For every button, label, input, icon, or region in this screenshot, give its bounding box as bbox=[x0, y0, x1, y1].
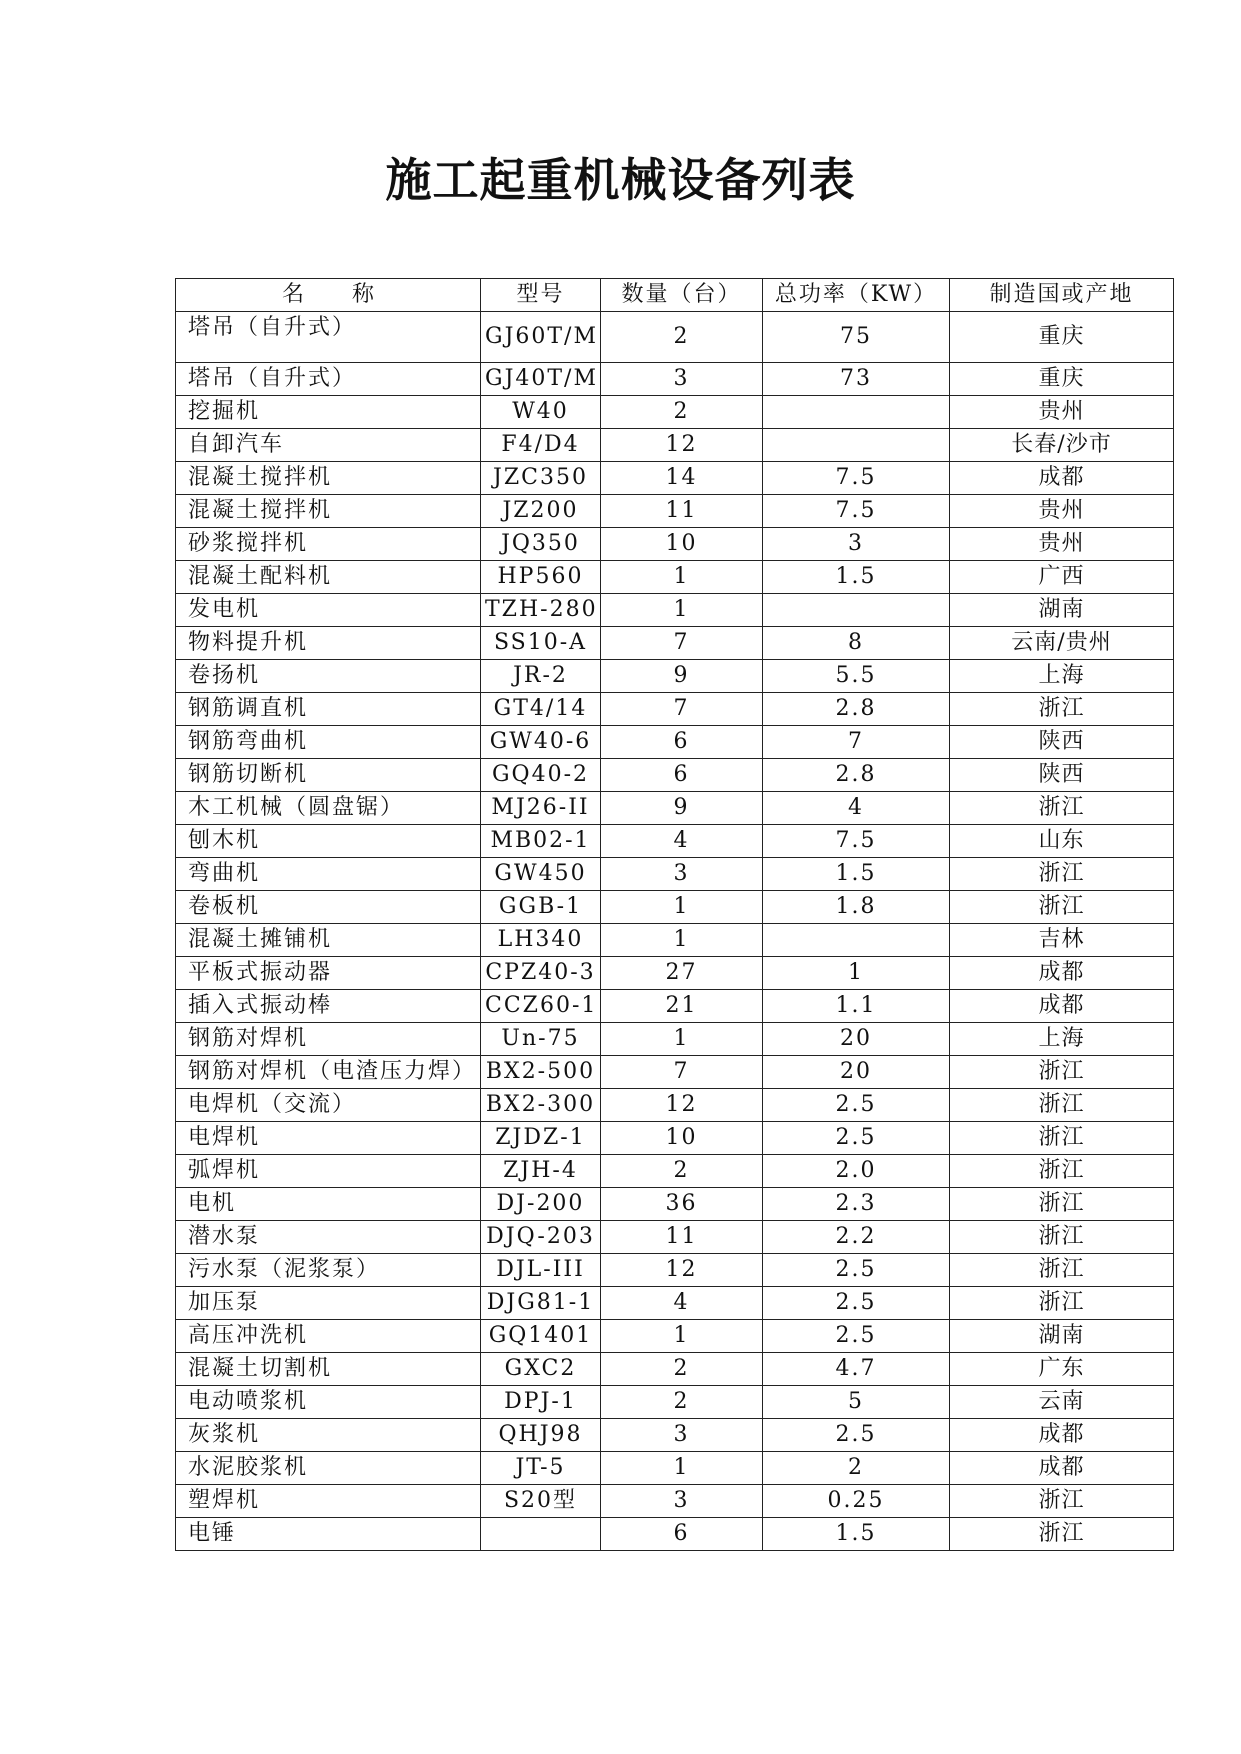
table-row bbox=[176, 1254, 1174, 1287]
cell-power: 0.25 bbox=[763, 1485, 950, 1518]
cell-qty: 10 bbox=[601, 528, 763, 561]
cell-name: 发电机 bbox=[176, 594, 481, 627]
header-name: 名称 bbox=[176, 279, 481, 312]
cell-name: 混凝土配料机 bbox=[176, 561, 481, 594]
cell-power: 7 bbox=[763, 726, 950, 759]
table-row bbox=[176, 693, 1174, 726]
cell-origin: 浙江 bbox=[950, 858, 1174, 891]
cell-power: 1.5 bbox=[763, 561, 950, 594]
table-row bbox=[176, 429, 1174, 462]
cell-power bbox=[763, 429, 950, 462]
cell-qty: 36 bbox=[601, 1188, 763, 1221]
cell-origin: 成都 bbox=[950, 1419, 1174, 1452]
table-row bbox=[176, 990, 1174, 1023]
cell-power: 20 bbox=[763, 1056, 950, 1089]
table-row bbox=[176, 462, 1174, 495]
table-row bbox=[176, 726, 1174, 759]
table-row bbox=[176, 1419, 1174, 1452]
table-row bbox=[176, 957, 1174, 990]
table-row bbox=[176, 891, 1174, 924]
table-row bbox=[176, 1155, 1174, 1188]
cell-qty: 7 bbox=[601, 627, 763, 660]
cell-model: Un-75 bbox=[481, 1023, 601, 1056]
cell-name: 水泥胶浆机 bbox=[176, 1452, 481, 1485]
cell-origin: 上海 bbox=[950, 1023, 1174, 1056]
cell-name: 钢筋对焊机（电渣压力焊） bbox=[176, 1056, 481, 1089]
header-power: 总功率（KW） bbox=[763, 279, 950, 312]
table-body bbox=[176, 312, 1174, 1551]
cell-origin: 浙江 bbox=[950, 891, 1174, 924]
cell-qty: 1 bbox=[601, 891, 763, 924]
cell-origin: 浙江 bbox=[950, 1188, 1174, 1221]
cell-model: DPJ-1 bbox=[481, 1386, 601, 1419]
cell-origin: 山东 bbox=[950, 825, 1174, 858]
cell-name: 混凝土搅拌机 bbox=[176, 462, 481, 495]
cell-origin: 浙江 bbox=[950, 1518, 1174, 1551]
cell-qty: 12 bbox=[601, 1254, 763, 1287]
cell-power bbox=[763, 396, 950, 429]
table-row bbox=[176, 1353, 1174, 1386]
cell-qty: 4 bbox=[601, 825, 763, 858]
header-model: 型号 bbox=[481, 279, 601, 312]
cell-name: 潜水泵 bbox=[176, 1221, 481, 1254]
cell-name: 钢筋切断机 bbox=[176, 759, 481, 792]
cell-name: 电机 bbox=[176, 1188, 481, 1221]
cell-model: ZJH-4 bbox=[481, 1155, 601, 1188]
cell-name: 自卸汽车 bbox=[176, 429, 481, 462]
cell-qty: 11 bbox=[601, 1221, 763, 1254]
cell-name: 电焊机 bbox=[176, 1122, 481, 1155]
cell-power: 7.5 bbox=[763, 462, 950, 495]
cell-name: 灰浆机 bbox=[176, 1419, 481, 1452]
cell-name: 砂浆搅拌机 bbox=[176, 528, 481, 561]
cell-power: 1 bbox=[763, 957, 950, 990]
cell-name: 高压冲洗机 bbox=[176, 1320, 481, 1353]
cell-power: 5 bbox=[763, 1386, 950, 1419]
cell-model: QHJ98 bbox=[481, 1419, 601, 1452]
cell-power: 3 bbox=[763, 528, 950, 561]
cell-model: BX2-300 bbox=[481, 1089, 601, 1122]
cell-name: 卷板机 bbox=[176, 891, 481, 924]
cell-qty: 1 bbox=[601, 1023, 763, 1056]
cell-qty: 2 bbox=[601, 1155, 763, 1188]
cell-power: 1.5 bbox=[763, 858, 950, 891]
cell-name: 电焊机（交流） bbox=[176, 1089, 481, 1122]
cell-power: 2.5 bbox=[763, 1419, 950, 1452]
cell-qty: 7 bbox=[601, 693, 763, 726]
cell-power: 2.8 bbox=[763, 693, 950, 726]
cell-model: DJ-200 bbox=[481, 1188, 601, 1221]
table-row bbox=[176, 561, 1174, 594]
table-row bbox=[176, 759, 1174, 792]
cell-origin: 浙江 bbox=[950, 693, 1174, 726]
cell-model: DJG81-1 bbox=[481, 1287, 601, 1320]
cell-name: 塔吊（自升式） bbox=[176, 363, 481, 396]
cell-model: JQ350 bbox=[481, 528, 601, 561]
cell-origin: 上海 bbox=[950, 660, 1174, 693]
cell-qty: 11 bbox=[601, 495, 763, 528]
cell-qty: 1 bbox=[601, 1320, 763, 1353]
cell-qty: 1 bbox=[601, 561, 763, 594]
cell-origin: 浙江 bbox=[950, 792, 1174, 825]
cell-name: 钢筋调直机 bbox=[176, 693, 481, 726]
cell-power: 75 bbox=[763, 312, 950, 363]
cell-power: 2.5 bbox=[763, 1122, 950, 1155]
cell-origin: 浙江 bbox=[950, 1221, 1174, 1254]
cell-model: GXC2 bbox=[481, 1353, 601, 1386]
cell-name: 混凝土切割机 bbox=[176, 1353, 481, 1386]
cell-origin: 浙江 bbox=[950, 1485, 1174, 1518]
cell-model: GT4/14 bbox=[481, 693, 601, 726]
table-row bbox=[176, 792, 1174, 825]
cell-origin: 浙江 bbox=[950, 1122, 1174, 1155]
table-row bbox=[176, 1452, 1174, 1485]
header-origin: 制造国或产地 bbox=[950, 279, 1174, 312]
cell-name: 平板式振动器 bbox=[176, 957, 481, 990]
cell-name: 污水泵（泥浆泵） bbox=[176, 1254, 481, 1287]
cell-origin: 重庆 bbox=[950, 363, 1174, 396]
cell-name: 挖掘机 bbox=[176, 396, 481, 429]
cell-power: 2.5 bbox=[763, 1320, 950, 1353]
cell-name: 钢筋对焊机 bbox=[176, 1023, 481, 1056]
table-row bbox=[176, 858, 1174, 891]
cell-qty: 21 bbox=[601, 990, 763, 1023]
cell-power: 4.7 bbox=[763, 1353, 950, 1386]
cell-name: 加压泵 bbox=[176, 1287, 481, 1320]
table-row bbox=[176, 1287, 1174, 1320]
cell-qty: 3 bbox=[601, 1419, 763, 1452]
table-row bbox=[176, 1320, 1174, 1353]
cell-origin: 广西 bbox=[950, 561, 1174, 594]
cell-model: GJ40T/M bbox=[481, 363, 601, 396]
cell-qty: 3 bbox=[601, 363, 763, 396]
cell-model: TZH-280 bbox=[481, 594, 601, 627]
cell-model: S20型 bbox=[481, 1485, 601, 1518]
cell-model: HP560 bbox=[481, 561, 601, 594]
cell-power: 2.5 bbox=[763, 1254, 950, 1287]
cell-model: JZ200 bbox=[481, 495, 601, 528]
cell-origin: 贵州 bbox=[950, 396, 1174, 429]
cell-model: GW450 bbox=[481, 858, 601, 891]
cell-model: JZC350 bbox=[481, 462, 601, 495]
table-row bbox=[176, 1221, 1174, 1254]
table-row bbox=[176, 363, 1174, 396]
table-row bbox=[176, 312, 1174, 363]
cell-qty: 7 bbox=[601, 1056, 763, 1089]
cell-qty: 3 bbox=[601, 858, 763, 891]
table-row bbox=[176, 1023, 1174, 1056]
cell-power: 20 bbox=[763, 1023, 950, 1056]
table-row bbox=[176, 924, 1174, 957]
cell-origin: 浙江 bbox=[950, 1254, 1174, 1287]
cell-origin: 湖南 bbox=[950, 1320, 1174, 1353]
cell-origin: 长春/沙市 bbox=[950, 429, 1174, 462]
cell-name: 电动喷浆机 bbox=[176, 1386, 481, 1419]
cell-origin: 贵州 bbox=[950, 528, 1174, 561]
cell-name: 物料提升机 bbox=[176, 627, 481, 660]
table-row bbox=[176, 1122, 1174, 1155]
cell-qty: 14 bbox=[601, 462, 763, 495]
cell-origin: 浙江 bbox=[950, 1089, 1174, 1122]
cell-power: 7.5 bbox=[763, 495, 950, 528]
cell-power: 2 bbox=[763, 1452, 950, 1485]
cell-qty: 12 bbox=[601, 1089, 763, 1122]
cell-qty: 1 bbox=[601, 1452, 763, 1485]
cell-qty: 2 bbox=[601, 312, 763, 363]
cell-power bbox=[763, 924, 950, 957]
cell-qty: 4 bbox=[601, 1287, 763, 1320]
cell-model: GGB-1 bbox=[481, 891, 601, 924]
cell-origin: 浙江 bbox=[950, 1155, 1174, 1188]
cell-name: 塔吊（自升式） bbox=[176, 312, 481, 363]
table-row bbox=[176, 396, 1174, 429]
cell-origin: 浙江 bbox=[950, 1287, 1174, 1320]
cell-origin: 云南 bbox=[950, 1386, 1174, 1419]
cell-model: DJQ-203 bbox=[481, 1221, 601, 1254]
cell-name: 钢筋弯曲机 bbox=[176, 726, 481, 759]
cell-qty: 9 bbox=[601, 660, 763, 693]
cell-power: 2.5 bbox=[763, 1089, 950, 1122]
cell-power bbox=[763, 594, 950, 627]
cell-power: 2.5 bbox=[763, 1287, 950, 1320]
cell-name: 木工机械（圆盘锯） bbox=[176, 792, 481, 825]
cell-origin: 广东 bbox=[950, 1353, 1174, 1386]
cell-power: 8 bbox=[763, 627, 950, 660]
cell-power: 2.3 bbox=[763, 1188, 950, 1221]
cell-qty: 2 bbox=[601, 1386, 763, 1419]
cell-power: 4 bbox=[763, 792, 950, 825]
cell-qty: 27 bbox=[601, 957, 763, 990]
table-row bbox=[176, 1518, 1174, 1551]
cell-model: SS10-A bbox=[481, 627, 601, 660]
cell-model: JT-5 bbox=[481, 1452, 601, 1485]
cell-model: CCZ60-1 bbox=[481, 990, 601, 1023]
cell-origin: 吉林 bbox=[950, 924, 1174, 957]
cell-power: 73 bbox=[763, 363, 950, 396]
table-row bbox=[176, 660, 1174, 693]
cell-origin: 陕西 bbox=[950, 726, 1174, 759]
cell-model: F4/D4 bbox=[481, 429, 601, 462]
header-qty: 数量（台） bbox=[601, 279, 763, 312]
cell-model: W40 bbox=[481, 396, 601, 429]
cell-model: MJ26-II bbox=[481, 792, 601, 825]
cell-qty: 3 bbox=[601, 1485, 763, 1518]
table-row bbox=[176, 495, 1174, 528]
equipment-table bbox=[175, 278, 1174, 1551]
cell-origin: 成都 bbox=[950, 957, 1174, 990]
cell-power: 2.8 bbox=[763, 759, 950, 792]
cell-origin: 成都 bbox=[950, 1452, 1174, 1485]
cell-origin: 陕西 bbox=[950, 759, 1174, 792]
cell-model: BX2-500 bbox=[481, 1056, 601, 1089]
cell-qty: 6 bbox=[601, 726, 763, 759]
table-row bbox=[176, 1188, 1174, 1221]
cell-name: 电锤 bbox=[176, 1518, 481, 1551]
cell-power: 1.8 bbox=[763, 891, 950, 924]
cell-model: GQ1401 bbox=[481, 1320, 601, 1353]
cell-model: CPZ40-3 bbox=[481, 957, 601, 990]
cell-origin: 云南/贵州 bbox=[950, 627, 1174, 660]
cell-power: 2.0 bbox=[763, 1155, 950, 1188]
table-row bbox=[176, 528, 1174, 561]
cell-origin: 成都 bbox=[950, 462, 1174, 495]
cell-name: 刨木机 bbox=[176, 825, 481, 858]
cell-model: LH340 bbox=[481, 924, 601, 957]
table-row bbox=[176, 1089, 1174, 1122]
cell-model: GW40-6 bbox=[481, 726, 601, 759]
cell-qty: 6 bbox=[601, 1518, 763, 1551]
cell-name: 卷扬机 bbox=[176, 660, 481, 693]
cell-qty: 6 bbox=[601, 759, 763, 792]
cell-origin: 贵州 bbox=[950, 495, 1174, 528]
table-row bbox=[176, 627, 1174, 660]
cell-model: DJL-III bbox=[481, 1254, 601, 1287]
cell-model bbox=[481, 1518, 601, 1551]
cell-name: 弯曲机 bbox=[176, 858, 481, 891]
cell-origin: 成都 bbox=[950, 990, 1174, 1023]
page-title: 施工起重机械设备列表 bbox=[385, 153, 856, 207]
cell-name: 混凝土搅拌机 bbox=[176, 495, 481, 528]
cell-qty: 12 bbox=[601, 429, 763, 462]
cell-name: 塑焊机 bbox=[176, 1485, 481, 1518]
cell-model: GQ40-2 bbox=[481, 759, 601, 792]
cell-power: 1.5 bbox=[763, 1518, 950, 1551]
cell-power: 5.5 bbox=[763, 660, 950, 693]
cell-qty: 2 bbox=[601, 1353, 763, 1386]
cell-qty: 1 bbox=[601, 594, 763, 627]
cell-origin: 重庆 bbox=[950, 312, 1174, 363]
cell-model: GJ60T/M bbox=[481, 312, 601, 363]
cell-power: 2.2 bbox=[763, 1221, 950, 1254]
cell-name: 插入式振动棒 bbox=[176, 990, 481, 1023]
table-row bbox=[176, 825, 1174, 858]
table-row bbox=[176, 594, 1174, 627]
cell-qty: 10 bbox=[601, 1122, 763, 1155]
table-row bbox=[176, 1485, 1174, 1518]
cell-power: 7.5 bbox=[763, 825, 950, 858]
cell-origin: 浙江 bbox=[950, 1056, 1174, 1089]
cell-name: 混凝土摊铺机 bbox=[176, 924, 481, 957]
cell-qty: 1 bbox=[601, 924, 763, 957]
cell-qty: 9 bbox=[601, 792, 763, 825]
cell-model: MB02-1 bbox=[481, 825, 601, 858]
cell-name: 弧焊机 bbox=[176, 1155, 481, 1188]
cell-model: JR-2 bbox=[481, 660, 601, 693]
table-header-row bbox=[176, 279, 1174, 312]
table-row bbox=[176, 1386, 1174, 1419]
table-row bbox=[176, 1056, 1174, 1089]
cell-origin: 湖南 bbox=[950, 594, 1174, 627]
cell-power: 1.1 bbox=[763, 990, 950, 1023]
cell-model: ZJDZ-1 bbox=[481, 1122, 601, 1155]
cell-qty: 2 bbox=[601, 396, 763, 429]
